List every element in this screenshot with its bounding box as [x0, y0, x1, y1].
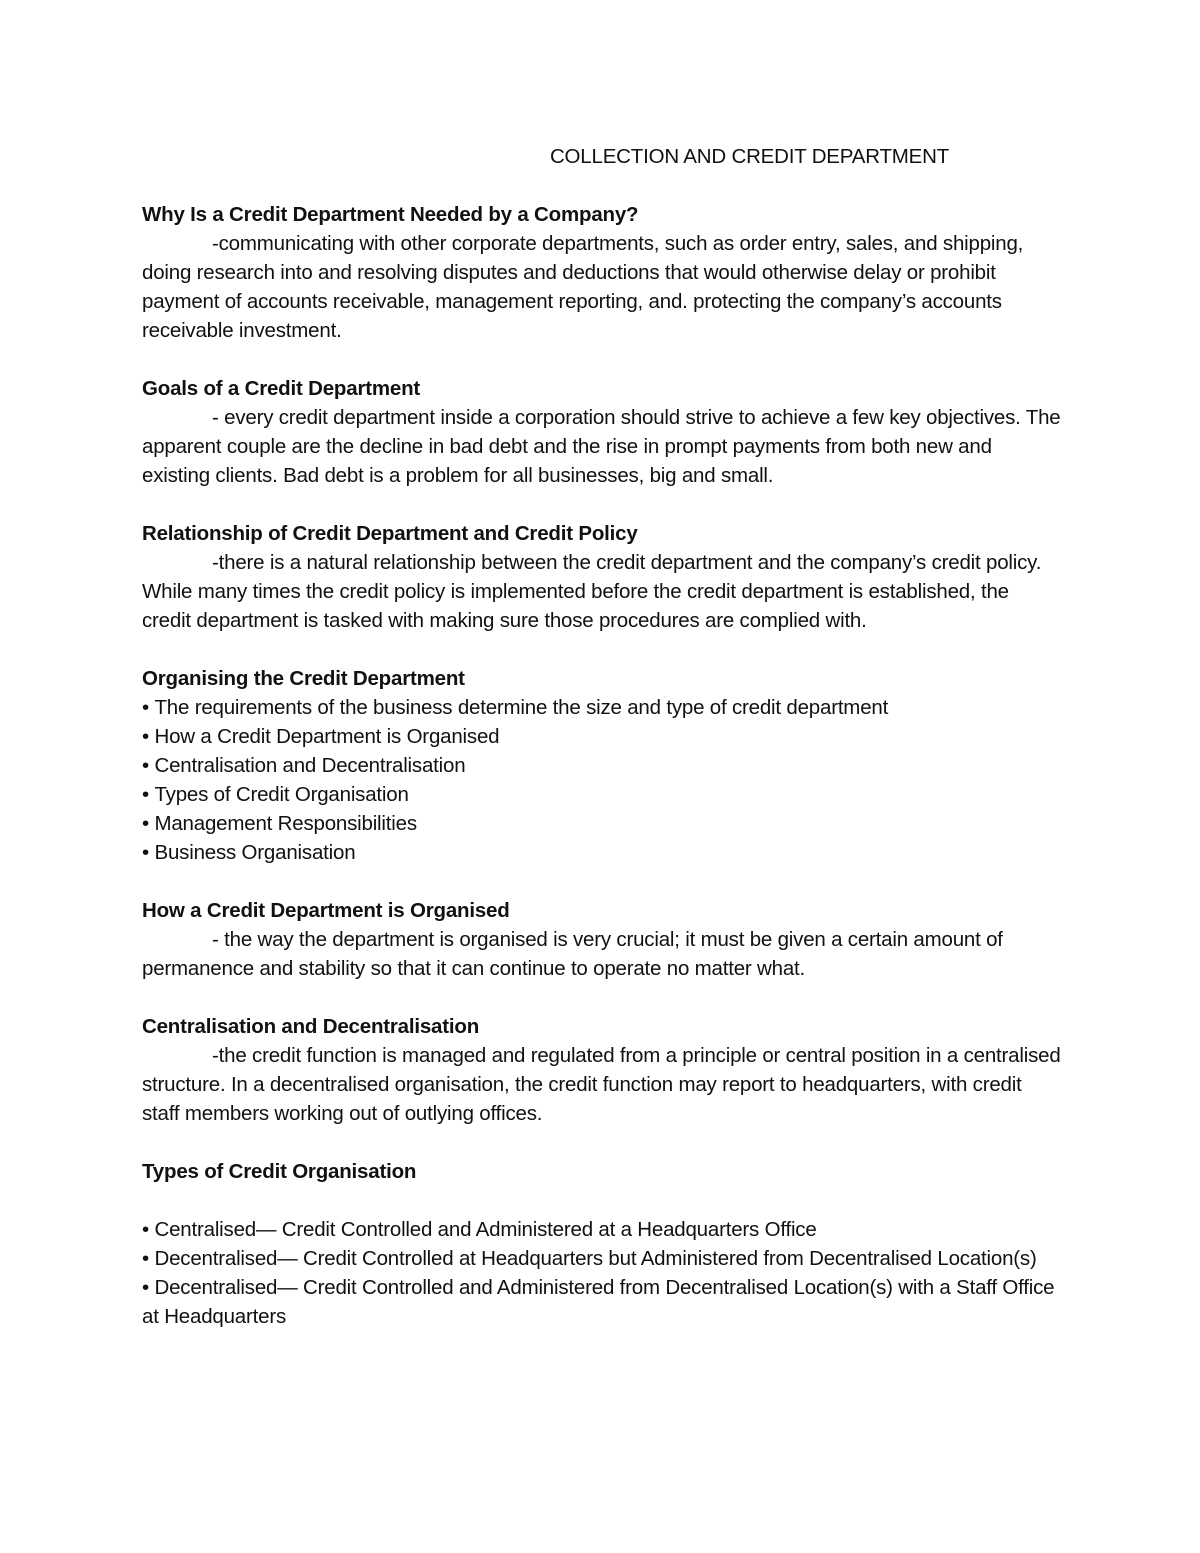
section-heading: How a Credit Department is Organised — [142, 899, 510, 922]
section-heading: Centralisation and Decentralisation — [142, 1015, 480, 1038]
section-centralisation — [142, 1012, 1062, 1128]
section-paragraph: - the way the department is organised is very crucial; it must be given a certain amount of permanence and stability so that it can continue to operate no matter what. — [142, 928, 1003, 980]
section-paragraph: -communicating with other corporate departments, such as order entry, sales, and shipping, doing research into and resolving disputes and deductions that would otherwise delay or prohibit payment of accounts receivable, management reporting, and. protecting the company’s accounts receivable investment. — [142, 232, 1024, 342]
blank-line — [142, 1186, 1062, 1215]
section-goals — [142, 374, 1062, 490]
document-title: COLLECTION AND CREDIT DEPARTMENT — [549, 145, 950, 168]
section-types-organisation — [142, 1157, 1062, 1331]
bullet-list — [142, 1215, 1062, 1331]
bullet-item: • Decentralised— Credit Controlled and Administered from Decentralised Location(s) with a Staff Office at Headquarters — [142, 1273, 1062, 1331]
section-how-organised — [142, 896, 1062, 983]
bullet-item: • Business Organisation — [142, 838, 1062, 867]
section-heading: Goals of a Credit Department — [142, 377, 421, 400]
bullet-item: • Types of Credit Organisation — [142, 780, 1062, 809]
section-relationship-policy — [142, 519, 1062, 635]
section-organising — [142, 664, 1062, 867]
bullet-item: • Centralisation and Decentralisation — [142, 751, 1062, 780]
bullet-item: • Decentralised— Credit Controlled at Headquarters but Administered from Decentralised Location(s) — [142, 1244, 1062, 1273]
bullet-item: • Centralised— Credit Controlled and Administered at a Headquarters Office — [142, 1215, 1062, 1244]
section-heading: Types of Credit Organisation — [142, 1160, 417, 1183]
bullet-list — [142, 693, 1062, 867]
bullet-item: • How a Credit Department is Organised — [142, 722, 1062, 751]
section-paragraph: - every credit department inside a corporation should strive to achieve a few key objectives. The apparent couple are the decline in bad debt and the rise in prompt payments from both new and existing clients. Bad debt is a problem for all businesses, big and small. — [142, 406, 1061, 487]
document-content — [142, 142, 1062, 1360]
bullet-item: • Management Responsibilities — [142, 809, 1062, 838]
bullet-item: • The requirements of the business determine the size and type of credit department — [142, 693, 1062, 722]
section-why-credit-department — [142, 200, 1062, 345]
section-heading: Why Is a Credit Department Needed by a Company? — [142, 203, 639, 226]
section-paragraph: -the credit function is managed and regulated from a principle or central position in a centralised structure. In a decentralised organisation, the credit function may report to headquarters, with credit staff members working out of outlying offices. — [142, 1044, 1061, 1125]
section-heading: Relationship of Credit Department and Credit Policy — [142, 522, 638, 545]
section-heading: Organising the Credit Department — [142, 667, 465, 690]
section-paragraph: -there is a natural relationship between the credit department and the company’s credit policy. While many times the credit policy is implemented before the credit department is established, the credit department is tasked with making sure those procedures are complied with. — [142, 551, 1042, 632]
